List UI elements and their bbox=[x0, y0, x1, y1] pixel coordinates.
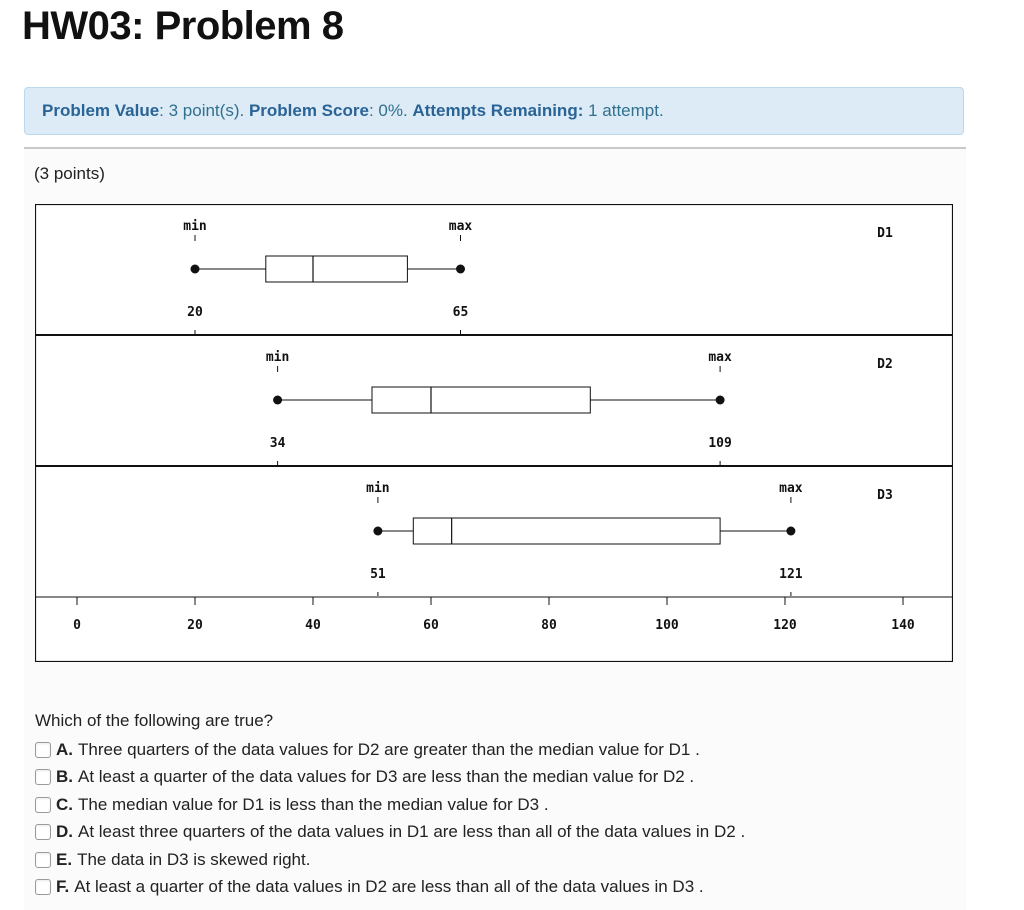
question-text: Which of the following are true? bbox=[35, 711, 274, 730]
option-d-letter: D. bbox=[56, 822, 73, 842]
d3-min-label: min bbox=[366, 481, 390, 496]
d1-max-point bbox=[456, 265, 465, 274]
option-f[interactable] bbox=[35, 874, 745, 902]
d2-min-label: min bbox=[265, 350, 290, 365]
page-title: HW03: Problem 8 bbox=[22, 4, 344, 48]
d1-series-label: D1 bbox=[877, 226, 893, 241]
points-note: (3 points) bbox=[34, 164, 105, 183]
option-c-checkbox[interactable] bbox=[35, 797, 51, 813]
d2-max-label: max bbox=[708, 350, 732, 365]
problem-score-text: : 0%. bbox=[368, 101, 413, 120]
problem-value-text: : 3 point(s). bbox=[159, 101, 249, 120]
x-axis-tick-label: 40 bbox=[305, 618, 321, 633]
d3-series-label: D3 bbox=[877, 488, 893, 503]
option-c-letter: C. bbox=[56, 794, 73, 814]
d3-max-point bbox=[786, 527, 795, 536]
d2-max-point bbox=[716, 396, 725, 405]
x-axis-tick-label: 100 bbox=[655, 618, 679, 633]
option-a[interactable] bbox=[35, 736, 745, 764]
option-b-letter: B. bbox=[56, 767, 73, 787]
option-b-text: At least a quarter of the data values for D3 are less than the median value for D2 . bbox=[78, 767, 695, 787]
x-axis-tick-label: 0 bbox=[73, 618, 81, 633]
boxplot-figure bbox=[35, 204, 953, 662]
d3-min-point bbox=[373, 527, 382, 536]
option-f-letter: F. bbox=[56, 877, 70, 897]
option-f-text: At least a quarter of the data values in D2 are less than all of the data values in D3 . bbox=[74, 877, 704, 897]
option-b-checkbox[interactable] bbox=[35, 769, 51, 785]
option-a-letter: A. bbox=[56, 739, 73, 759]
x-axis-tick-label: 60 bbox=[423, 618, 439, 633]
d1-box bbox=[266, 256, 408, 282]
figure-frame bbox=[36, 205, 953, 662]
d3-box bbox=[413, 518, 720, 544]
d1-min-value: 20 bbox=[187, 305, 203, 320]
option-a-checkbox[interactable] bbox=[35, 742, 51, 758]
option-c-text: The median value for D1 is less than the median value for D3 . bbox=[78, 794, 549, 814]
problem-value-label: Problem Value bbox=[42, 101, 160, 120]
x-axis-tick-label: 120 bbox=[773, 618, 797, 633]
d1-max-value: 65 bbox=[452, 305, 469, 320]
option-e[interactable] bbox=[35, 846, 745, 874]
d3-min-value: 51 bbox=[370, 567, 386, 582]
d1-min-point bbox=[191, 265, 200, 274]
attempts-remaining-text: 1 attempt. bbox=[583, 101, 664, 120]
problem-score-label: Problem Score bbox=[248, 101, 369, 120]
attempts-remaining-label: Attempts Remaining: bbox=[412, 101, 584, 120]
x-axis-tick-label: 20 bbox=[187, 618, 203, 633]
option-b[interactable] bbox=[35, 764, 745, 792]
option-a-text: Three quarters of the data values for D2 are greater than the median value for D1 . bbox=[78, 739, 700, 759]
d2-box bbox=[372, 387, 590, 413]
x-axis-tick-label: 140 bbox=[891, 618, 915, 633]
option-d-checkbox[interactable] bbox=[35, 824, 51, 840]
option-d-text: At least three quarters of the data values in D1 are less than all of the data values in D2 . bbox=[78, 822, 746, 842]
d1-max-label: max bbox=[448, 219, 473, 234]
option-f-checkbox[interactable] bbox=[35, 879, 51, 895]
d2-series-label: D2 bbox=[877, 357, 893, 372]
option-e-letter: E. bbox=[56, 849, 73, 869]
d3-max-value: 121 bbox=[779, 567, 803, 582]
answer-options bbox=[35, 736, 745, 901]
option-e-text: The data in D3 is skewed right. bbox=[77, 849, 311, 869]
option-c[interactable] bbox=[35, 791, 745, 819]
x-axis-tick-label: 80 bbox=[541, 618, 557, 633]
d1-min-label: min bbox=[183, 219, 207, 234]
option-e-checkbox[interactable] bbox=[35, 852, 51, 868]
d3-max-label: max bbox=[779, 481, 803, 496]
d2-max-value: 109 bbox=[708, 436, 732, 451]
problem-status-bar bbox=[24, 87, 964, 135]
d2-min-point bbox=[273, 396, 282, 405]
d2-min-value: 34 bbox=[269, 436, 286, 451]
option-d[interactable] bbox=[35, 819, 745, 847]
